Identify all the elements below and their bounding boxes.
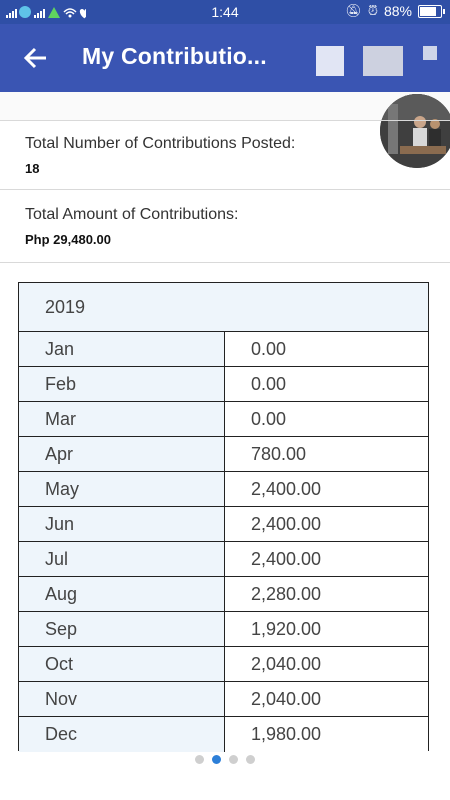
contributions-posted-label: Total Number of Contributions Posted: xyxy=(25,135,296,152)
amount-cell: 2,280.00 xyxy=(225,577,428,611)
redacted-area xyxy=(316,46,344,76)
month-cell: Dec xyxy=(19,717,225,752)
table-row xyxy=(19,647,428,682)
battery-level xyxy=(420,7,436,16)
amount-cell: 2,040.00 xyxy=(225,682,428,716)
page-indicator xyxy=(0,755,450,764)
total-amount-label: Total Amount of Contributions: xyxy=(25,206,239,223)
page-dot[interactable] xyxy=(246,755,255,764)
total-amount-value: Php 29,480.00 xyxy=(25,232,111,247)
page-dot[interactable] xyxy=(195,755,204,764)
status-bar xyxy=(0,0,450,24)
table-row xyxy=(19,367,428,402)
amount-cell: 780.00 xyxy=(225,437,428,471)
table-row xyxy=(19,717,428,752)
battery-percent: 88% xyxy=(383,3,412,19)
amount-cell: 0.00 xyxy=(225,402,428,436)
month-cell: Mar xyxy=(19,402,225,436)
avatar[interactable] xyxy=(380,94,450,168)
table-row xyxy=(19,612,428,647)
divider xyxy=(0,189,450,190)
month-cell: Jan xyxy=(19,332,225,366)
amount-cell: 2,040.00 xyxy=(225,647,428,681)
table-row xyxy=(19,472,428,507)
page-dot[interactable] xyxy=(212,755,221,764)
battery-icon xyxy=(418,5,442,18)
amount-cell: 0.00 xyxy=(225,332,428,366)
amount-cell: 0.00 xyxy=(225,367,428,401)
muted-bell-icon: 🔕︎ xyxy=(345,3,362,18)
month-cell: Jun xyxy=(19,507,225,541)
table-row xyxy=(19,577,428,612)
table-row xyxy=(19,682,428,717)
month-cell: Feb xyxy=(19,367,225,401)
amount-cell: 2,400.00 xyxy=(225,542,428,576)
amount-cell: 2,400.00 xyxy=(225,472,428,506)
divider xyxy=(0,120,450,121)
amount-cell: 1,920.00 xyxy=(225,612,428,646)
month-cell: Nov xyxy=(19,682,225,716)
redacted-area xyxy=(363,46,403,76)
month-cell: Aug xyxy=(19,577,225,611)
table-row xyxy=(19,402,428,437)
contributions-table xyxy=(18,282,429,751)
table-row xyxy=(19,437,428,472)
table-row xyxy=(19,332,428,367)
status-icons-right xyxy=(345,3,442,19)
status-time: 1:44 xyxy=(211,4,239,20)
profile-photo xyxy=(380,94,450,168)
redacted-area xyxy=(423,46,437,60)
month-cell: Apr xyxy=(19,437,225,471)
contributions-posted-value: 18 xyxy=(25,161,40,176)
month-cell: May xyxy=(19,472,225,506)
divider xyxy=(0,262,450,263)
page-title: My Contributio... xyxy=(82,43,267,69)
page-dot[interactable] xyxy=(229,755,238,764)
alarm-icon: ⏰︎ xyxy=(367,3,378,18)
table-row xyxy=(19,542,428,577)
amount-cell: 1,980.00 xyxy=(225,717,428,752)
month-cell: Oct xyxy=(19,647,225,681)
app-bar xyxy=(0,24,450,92)
month-cell: Sep xyxy=(19,612,225,646)
table-row xyxy=(19,507,428,542)
amount-cell: 2,400.00 xyxy=(225,507,428,541)
arrow-left-icon[interactable] xyxy=(20,42,52,74)
table-year-header: 2019 xyxy=(19,283,428,332)
month-cell: Jul xyxy=(19,542,225,576)
